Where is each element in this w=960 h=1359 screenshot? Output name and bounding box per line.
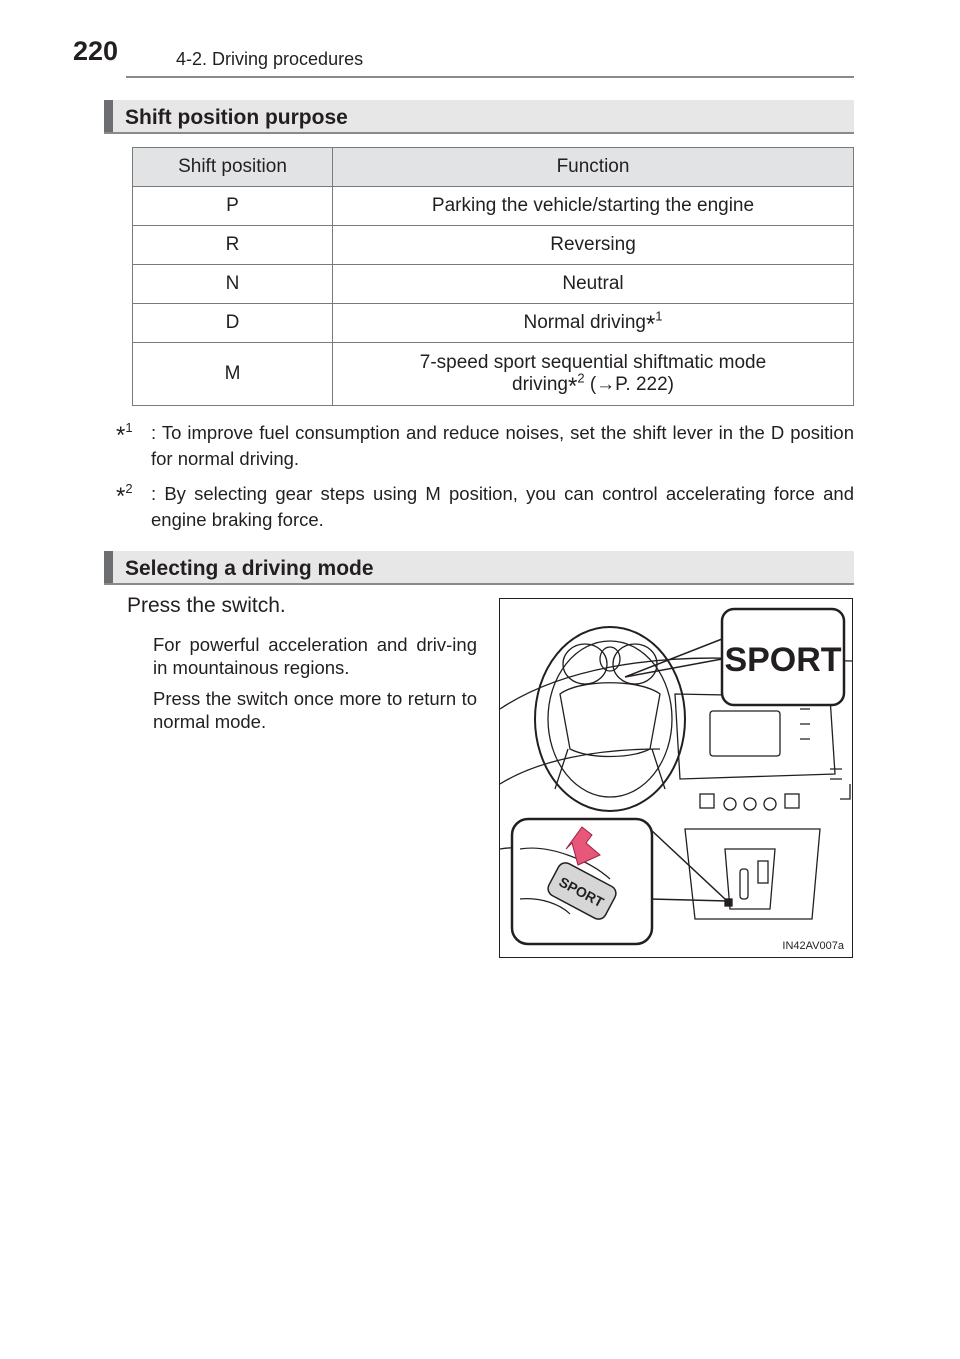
section-heading-driving-mode (104, 551, 854, 585)
footnote (116, 420, 854, 472)
shift-position-cell: P (133, 187, 333, 226)
function-text: Normal driving (523, 312, 646, 333)
footnote-star: * (116, 483, 126, 510)
page-number: 220 (73, 36, 119, 66)
column-header: Shift position (133, 148, 333, 187)
sport-switch-label: SPORT (556, 873, 607, 911)
table-row (133, 343, 854, 406)
table-header-row (133, 148, 854, 187)
footnote (116, 481, 854, 533)
header-divider (126, 76, 854, 78)
shift-position-cell: N (133, 265, 333, 304)
shift-position-cell: R (133, 226, 333, 265)
heading-accent (104, 551, 113, 583)
footnote-text: : By selecting gear steps using M position, you can control accelerating force and engine braking force. (151, 483, 854, 530)
page-header (0, 0, 960, 80)
description-paragraph: Press the switch once more to return to normal mode. (153, 688, 477, 732)
shift-position-table (132, 147, 854, 406)
section-reference: 4-2. Driving procedures (176, 49, 364, 69)
footnote-star: * (567, 373, 578, 400)
table-row (133, 226, 854, 265)
function-cell: Neutral (333, 265, 854, 304)
footnote-text: : To improve fuel consumption and reduce noises, set the shift lever in the D position for normal driving. (151, 422, 854, 469)
column-header: Function (333, 148, 854, 187)
section-title: Selecting a driving mode (125, 557, 374, 580)
function-text: 7-speed sport sequential shiftmatic mode (419, 352, 767, 373)
function-cell: Parking the vehicle/starting the engine (333, 187, 854, 226)
heading-accent (104, 100, 113, 132)
function-cell (333, 304, 854, 343)
footnote-ref: 2 (577, 370, 585, 386)
footnote-marker (116, 419, 133, 449)
footnote-number: 2 (125, 480, 133, 496)
footnote-marker (116, 480, 133, 510)
footnote-ref: 1 (655, 308, 663, 324)
page-reference-link[interactable]: (→P. 222) (584, 374, 674, 395)
dashboard-drawing (500, 599, 852, 957)
description-paragraph: For powerful acceleration and driv-ing in mountainous regions. (153, 634, 477, 678)
illustration-code: IN42AV007a (782, 940, 844, 952)
shift-position-cell: M (133, 343, 333, 406)
function-cell: Reversing (333, 226, 854, 265)
table-row (133, 187, 854, 226)
table-row (133, 265, 854, 304)
section-title: Shift position purpose (125, 106, 348, 129)
table-row (133, 304, 854, 343)
dashboard-illustration (499, 598, 853, 958)
section-heading-shift-position (104, 100, 854, 134)
sport-callout-label: SPORT (724, 641, 842, 679)
footnote-number: 1 (125, 419, 133, 435)
shift-position-cell: D (133, 304, 333, 343)
instruction-text: Press the switch. (127, 594, 286, 617)
footnote-star: * (116, 422, 126, 449)
function-cell (333, 343, 854, 406)
function-text: driving (512, 374, 568, 395)
footnote-star: * (645, 311, 656, 338)
